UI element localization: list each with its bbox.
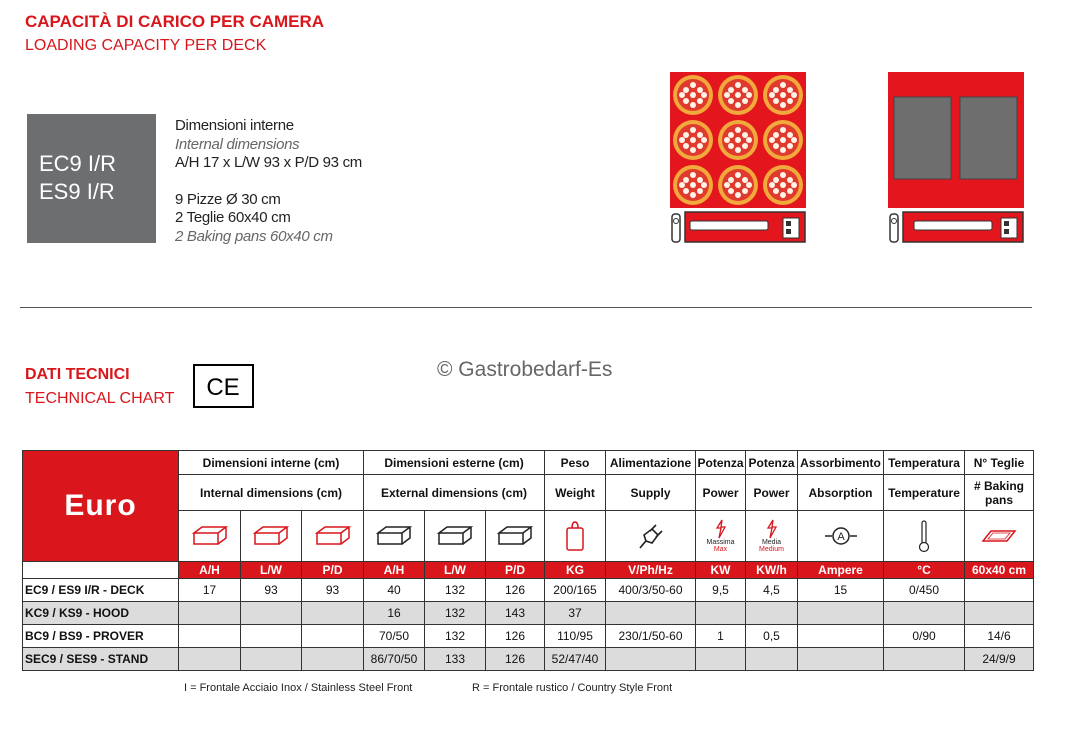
power-med-label-en: Medium [759, 546, 784, 553]
footnote-inox: I = Frontale Acciaio Inox / Stainless Steel Front [184, 682, 413, 694]
svg-text:CE: CE [206, 374, 240, 401]
table-cell [302, 625, 364, 648]
table-cell: 132 [425, 579, 486, 602]
group-header-en: Temperature [884, 475, 965, 511]
teglie-capacity: 2 Teglie 60x40 cm [175, 209, 291, 226]
pans-capacity: 2 Baking pans 60x40 cm [175, 227, 333, 245]
table-cell: 70/50 [364, 625, 425, 648]
weight-icon [545, 511, 606, 562]
table-cell [179, 602, 241, 625]
table-cell: 132 [425, 625, 486, 648]
table-cell: 126 [486, 625, 545, 648]
unit-label: P/D [302, 562, 364, 579]
power-med-label-it: Media [761, 539, 782, 546]
group-header-en: Internal dimensions (cm) [179, 475, 364, 511]
internal-width-icon [241, 511, 302, 562]
table-cell [241, 648, 302, 671]
unit-label: V/Ph/Hz [606, 562, 696, 579]
table-row [23, 579, 1034, 602]
external-width-icon [425, 511, 486, 562]
group-header-it: Assorbimento [798, 451, 884, 475]
table-cell: 0/90 [884, 625, 965, 648]
group-header-it: Peso [545, 451, 606, 475]
table-cell: 200/165 [545, 579, 606, 602]
table-cell: 132 [425, 602, 486, 625]
thermometer-icon [884, 511, 965, 562]
table-cell [884, 602, 965, 625]
table-cell [798, 625, 884, 648]
oven-pans-illustration [886, 70, 1026, 245]
euro-header: Euro [23, 451, 179, 562]
section-divider [20, 307, 1032, 308]
pizza-icon [673, 165, 713, 205]
group-header-it: Dimensioni esterne (cm) [364, 451, 545, 475]
model-name-2: ES9 I/R [39, 179, 115, 204]
table-cell [606, 602, 696, 625]
plug-icon [606, 511, 696, 562]
group-header-it: Potenza [696, 451, 746, 475]
group-header-en: Weight [545, 475, 606, 511]
technical-table [22, 450, 1034, 671]
table-cell: 17 [179, 579, 241, 602]
row-label: EC9 / ES9 I/R - DECK [23, 579, 179, 602]
ce-mark-logo [193, 364, 254, 408]
table-row [23, 602, 1034, 625]
unit-label: °C [884, 562, 965, 579]
table-cell [179, 625, 241, 648]
table-cell [606, 648, 696, 671]
table-cell [884, 648, 965, 671]
table-cell: 40 [364, 579, 425, 602]
table-cell: 9,5 [696, 579, 746, 602]
lightning-max-icon [696, 511, 746, 562]
table-cell: 1 [696, 625, 746, 648]
table-cell [241, 602, 302, 625]
section-title-it: CAPACITÀ DI CARICO PER CAMERA [25, 12, 325, 31]
table-cell [965, 602, 1034, 625]
section-title-en: LOADING CAPACITY PER DECK [25, 37, 267, 54]
table-cell: 52/47/40 [545, 648, 606, 671]
unit-label: L/W [241, 562, 302, 579]
internal-height-icon [179, 511, 241, 562]
ammeter-icon [798, 511, 884, 562]
unit-label: KG [545, 562, 606, 579]
pizza-icon [763, 120, 803, 160]
footnote-rustic: R = Frontale rustico / Country Style Front [472, 682, 673, 694]
tech-title-it: DATI TECNICI [25, 366, 130, 383]
unit-label: KW/h [746, 562, 798, 579]
dims-label-en: Internal dimensions [175, 135, 300, 153]
copyright-watermark: © Gastrobedarf-Es [437, 358, 613, 381]
group-header-it: Potenza [746, 451, 798, 475]
unit-label: 60x40 cm [965, 562, 1034, 579]
baking-pan-icon [965, 511, 1034, 562]
model-box [27, 114, 156, 243]
table-cell [302, 602, 364, 625]
unit-label: A/H [364, 562, 425, 579]
dims-label-it: Dimensioni interne [175, 117, 294, 134]
table-row [23, 625, 1034, 648]
group-header-it: N° Teglie [965, 451, 1034, 475]
group-header-en: Power [696, 475, 746, 511]
table-cell: 86/70/50 [364, 648, 425, 671]
group-header-it: Temperatura [884, 451, 965, 475]
table-cell: 0/450 [884, 579, 965, 602]
table-cell: 126 [486, 579, 545, 602]
power-max-label-it: Massima [706, 539, 735, 546]
table-cell [179, 648, 241, 671]
table-cell: 126 [486, 648, 545, 671]
table-cell: 0,5 [746, 625, 798, 648]
pizza-icon [763, 75, 803, 115]
table-cell [746, 602, 798, 625]
table-cell: 133 [425, 648, 486, 671]
table-cell: 14/6 [965, 625, 1034, 648]
table-cell: 15 [798, 579, 884, 602]
unit-label: P/D [486, 562, 545, 579]
unit-spacer [23, 562, 179, 579]
table-cell [696, 602, 746, 625]
model-name-1: EC9 I/R [39, 151, 117, 176]
internal-depth-icon [302, 511, 364, 562]
pizza-icon [673, 75, 713, 115]
pizza-icon [718, 75, 758, 115]
row-label: KC9 / KS9 - HOOD [23, 602, 179, 625]
table-cell [798, 602, 884, 625]
table-cell [965, 579, 1034, 602]
table-cell: 400/3/50-60 [606, 579, 696, 602]
pizza-icon [718, 165, 758, 205]
table-cell [798, 648, 884, 671]
unit-label: KW [696, 562, 746, 579]
lightning-medium-icon [746, 511, 798, 562]
pizze-capacity: 9 Pizze Ø 30 cm [175, 190, 281, 208]
table-cell: 24/9/9 [965, 648, 1034, 671]
group-header-it: Dimensioni interne (cm) [179, 451, 364, 475]
unit-label: L/W [425, 562, 486, 579]
table-cell [746, 648, 798, 671]
table-cell: 93 [302, 579, 364, 602]
power-max-label-en: Max [713, 546, 728, 553]
table-cell [241, 625, 302, 648]
dims-value: A/H 17 x L/W 93 x P/D 93 cm [175, 154, 362, 171]
group-header-en: External dimensions (cm) [364, 475, 545, 511]
row-label: BC9 / BS9 - PROVER [23, 625, 179, 648]
table-cell [696, 648, 746, 671]
group-header-en: Absorption [798, 475, 884, 511]
table-cell: 4,5 [746, 579, 798, 602]
group-header-en: Supply [606, 475, 696, 511]
group-header-it: Alimentazione [606, 451, 696, 475]
dimensions-block [175, 117, 362, 246]
table-cell: 230/1/50-60 [606, 625, 696, 648]
table-cell: 143 [486, 602, 545, 625]
svg-text:A: A [836, 531, 845, 543]
row-label: SEC9 / SES9 - STAND [23, 648, 179, 671]
pizza-icon [763, 165, 803, 205]
unit-label: A/H [179, 562, 241, 579]
pizza-icon [718, 120, 758, 160]
table-cell: 37 [545, 602, 606, 625]
group-header-en: Power [746, 475, 798, 511]
external-depth-icon [486, 511, 545, 562]
unit-label: Ampere [798, 562, 884, 579]
external-height-icon [364, 511, 425, 562]
table-cell: 16 [364, 602, 425, 625]
table-cell: 93 [241, 579, 302, 602]
tech-title-en: TECHNICAL CHART [25, 390, 175, 407]
pizza-icon [673, 120, 713, 160]
table-cell [302, 648, 364, 671]
group-header-en: # Baking pans [965, 475, 1034, 511]
oven-pizza-illustration [668, 70, 808, 245]
table-row [23, 648, 1034, 671]
table-cell: 110/95 [545, 625, 606, 648]
